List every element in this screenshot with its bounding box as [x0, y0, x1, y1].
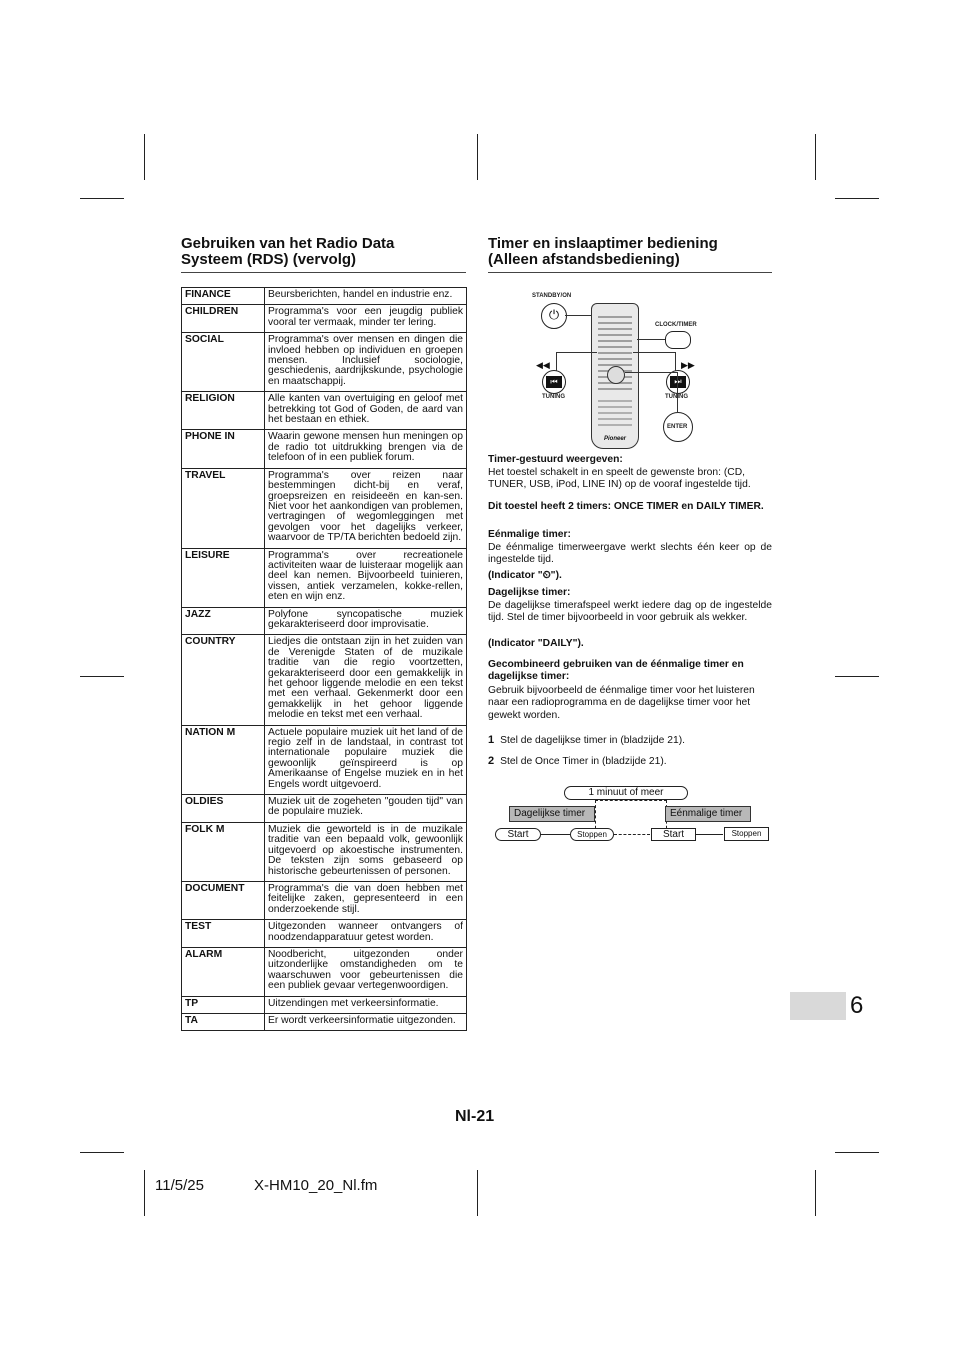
- file-name: X-HM10_20_Nl.fm: [254, 1177, 378, 1194]
- program-type-description: Waarin gewone mensen hun meningen op de radio tot uitdrukking brengen via de telefoon of in een publiek forum.: [265, 430, 467, 468]
- crop-mark: [815, 1170, 816, 1216]
- program-type-description: Muziek uit de zogeheten "gouden tijd" van de populaire muziek.: [265, 795, 467, 823]
- program-type-code: FINANCE: [182, 288, 265, 305]
- table-row: [182, 392, 467, 430]
- rds-program-type-table: [181, 287, 467, 1031]
- program-type-code: NATION M: [182, 725, 265, 794]
- program-type-code: LEISURE: [182, 548, 265, 607]
- start-label: Start: [651, 828, 696, 841]
- table-row: [182, 822, 467, 881]
- crop-mark: [815, 134, 816, 180]
- playback-title: Timer-gestuurd weergeven:: [488, 454, 623, 465]
- table-row: [182, 607, 467, 635]
- tuning-down-button: [542, 370, 566, 394]
- step-number: 1: [488, 734, 495, 746]
- program-type-description: Programma's over mensen en dingen die invloed hebben op individuen en groepen mensen. Inclusief sociologie, geschiedenis, aardrijkskunde, psychologie en maatschappij.: [265, 333, 467, 392]
- power-icon: ⏻: [548, 307, 560, 322]
- program-type-code: JAZZ: [182, 607, 265, 635]
- once-timer-indicator: (Indicator "⏲").: [488, 570, 562, 581]
- print-date: 11/5/25: [155, 1177, 204, 1194]
- clock-timer-button: [665, 331, 691, 349]
- program-type-description: Alle kanten van overtuiging en geloof met betrekking tot God of Goden, de aard van het bestaan en ethiek.: [265, 392, 467, 430]
- enter-button: [663, 412, 693, 442]
- table-row: [182, 881, 467, 919]
- timeline-segment: [695, 834, 723, 835]
- crop-mark: [80, 1152, 124, 1153]
- program-type-code: SOCIAL: [182, 333, 265, 392]
- program-type-code: FOLK M: [182, 822, 265, 881]
- interval-label: 1 minuut of meer: [564, 786, 688, 800]
- stop-label: Stoppen: [724, 827, 769, 841]
- table-row: [182, 333, 467, 392]
- program-type-description: Er wordt verkeersinformatie uitgezonden.: [265, 1013, 467, 1030]
- daily-timer-bar: Dagelijkse timer: [509, 806, 595, 822]
- program-type-code: TEST: [182, 920, 265, 948]
- pointer-line: [625, 372, 678, 413]
- page-tab: [790, 992, 846, 1020]
- forward-arrows-icon: ▶▶: [681, 360, 695, 370]
- standby-button: [541, 303, 567, 329]
- skip-forward-icon: ⏭: [670, 376, 686, 388]
- step-1: [488, 734, 772, 747]
- combined-title: Gecombineerd gebruiken van de éénmalige timer en dagelijkse timer:: [488, 659, 744, 683]
- program-type-description: Liedjes die ontstaan zijn in het zuiden van de Verenigde Staten of de muzikale traditie van die regio voortzetten, gekarakteriseerd door een gemakkelijk in het gehoor liggende melodie en een tekst met een verhaal. Gekenmerkt door een gemakkelijk in het gehoor liggende melodie en tekst met een verhaal.: [265, 635, 467, 725]
- heading-rule: [488, 272, 772, 273]
- table-row: [182, 305, 467, 333]
- crop-mark: [144, 134, 145, 180]
- step-text: Stel de dagelijkse timer in (bladzijde 21).: [500, 735, 685, 746]
- program-type-description: Programma's over recreationele activiteiten waar de luisteraar mogelijk aan deel kan nemen. Bijvoorbeeld tuinieren, vissen, antiek verzamelen, kokke-rellen, eten en wijn enz.: [265, 548, 467, 607]
- once-timer-bar: Eénmalige timer: [665, 806, 751, 822]
- once-timer-body: De éénmalige timerweergave werkt slechts één keer op de ingestelde tijd.: [488, 542, 772, 566]
- program-type-description: Uitzendingen met verkeersinformatie.: [265, 996, 467, 1013]
- program-type-code: TRAVEL: [182, 468, 265, 548]
- crop-mark: [835, 1152, 879, 1153]
- table-row: [182, 430, 467, 468]
- tuning-right-label: TUNING: [665, 394, 688, 400]
- timeline-segment: [540, 834, 570, 835]
- timeline-segment: [614, 834, 650, 835]
- program-type-description: Uitgezonden wanneer ontvangers of noodzendapparatuur getest worden.: [265, 920, 467, 948]
- crop-mark: [80, 676, 124, 677]
- enter-label: ENTER: [667, 424, 688, 430]
- table-row: [182, 725, 467, 794]
- crop-mark: [144, 1170, 145, 1216]
- program-type-code: DOCUMENT: [182, 881, 265, 919]
- table-row: [182, 468, 467, 548]
- program-type-code: TA: [182, 1013, 265, 1030]
- program-type-description: Programma's die van doen hebben met feitelijke zaken, gepresenteerd in een onderzoekende stijl.: [265, 881, 467, 919]
- step-number: 2: [488, 755, 495, 767]
- pointer-line: [633, 352, 676, 371]
- program-type-code: TP: [182, 996, 265, 1013]
- table-row: [182, 795, 467, 823]
- crop-mark: [835, 676, 879, 677]
- table-row: [182, 947, 467, 996]
- crop-mark: [835, 198, 879, 199]
- program-type-description: Actuele populaire muziek uit het land of de regio zelf in de landstaal, in contrast tot internationale populaire muziek die gewoonlijk geïnspireerd is op Amerikaanse of Engelse muziek en in het Engels wordt uitgevoerd.: [265, 725, 467, 794]
- crop-mark: [80, 198, 124, 199]
- program-type-code: CHILDREN: [182, 305, 265, 333]
- table-row: [182, 920, 467, 948]
- program-type-code: PHONE IN: [182, 430, 265, 468]
- skip-back-icon: ⏮: [546, 376, 562, 388]
- remote-nav-pad: [607, 366, 625, 384]
- stop-label: Stoppen: [570, 828, 614, 841]
- program-type-description: Programma's voor een jeugdig publiek vooral ter vermaak, minder ter lering.: [265, 305, 467, 333]
- clock-timer-label: CLOCK/TIMER: [655, 322, 697, 328]
- pointer-line: [637, 339, 665, 340]
- program-type-description: Noodbericht, uitgezonden onder uitzonderlijke omstandigheden om te waarschuwen voor gebeurtenissen die een publiek gevaar vertegenwoordigen.: [265, 947, 467, 996]
- program-type-description: Programma's over reizen naar bestemmingen dicht-bij en veraf, groepsreizen en reisideeën en kan-sen. Niet voor het aankondigen van problemen, vertragingen of wegomleggingen met gevolgen voor het dagelijks verkeer, waarvoor de TP/TA berichten bedoeld zijn.: [265, 468, 467, 548]
- table-row: [182, 1013, 467, 1030]
- remote-brand-logo: Pioneer: [603, 436, 626, 442]
- section-heading-timer: Timer en inslaaptimer bediening (Alleen afstandsbediening): [488, 235, 718, 268]
- page-number: 6: [850, 992, 864, 1019]
- program-type-description: Beursberichten, handel en industrie enz.: [265, 288, 467, 305]
- section-heading-rds: Gebruiken van het Radio Data Systeem (RDS) (vervolg): [181, 235, 395, 268]
- crop-mark: [477, 134, 478, 180]
- once-timer-title: Eénmalige timer:: [488, 529, 571, 540]
- pointer-line: [565, 315, 591, 316]
- program-type-code: ALARM: [182, 947, 265, 996]
- program-type-code: OLDIES: [182, 795, 265, 823]
- program-type-code: RELIGION: [182, 392, 265, 430]
- pointer-line: [556, 352, 597, 371]
- table-row: [182, 288, 467, 305]
- combined-body: Gebruik bijvoorbeeld de éénmalige timer voor het luisteren naar een radioprogramma en de dagelijkse timer voor het gewekt worden.: [488, 685, 755, 721]
- program-type-code: COUNTRY: [182, 635, 265, 725]
- step-2: [488, 755, 772, 768]
- daily-timer-body: De dagelijkse timerafspeel werkt iedere dag op de ingestelde tijd. Stel de timer bijvoorbeeld in voor gebruik als wekker.: [488, 600, 772, 624]
- tuning-left-label: TUNING: [542, 394, 565, 400]
- two-timers-note: Dit toestel heeft 2 timers: ONCE TIMER en DAILY TIMER.: [488, 501, 764, 512]
- crop-mark: [477, 1170, 478, 1216]
- program-type-description: Polyfone syncopatische muziek gekarakteriseerd door improvisatie.: [265, 607, 467, 635]
- table-row: [182, 635, 467, 725]
- table-row: [182, 996, 467, 1013]
- start-label: Start: [495, 828, 541, 841]
- playback-body: Het toestel schakelt in en speelt de gewenste bron: (CD, TUNER, USB, iPod, LINE IN) op de vooraf ingestelde tijd.: [488, 467, 751, 491]
- standby-label: STANDBY/ON: [532, 293, 572, 299]
- daily-timer-title: Dagelijkse timer:: [488, 587, 571, 598]
- step-text: Stel de Once Timer in (bladzijde 21).: [500, 756, 667, 767]
- table-row: [182, 548, 467, 607]
- daily-timer-indicator: (Indicator "DAILY").: [488, 638, 584, 649]
- page-code: Nl-21: [455, 1108, 495, 1125]
- program-type-description: Muziek die geworteld is in de muzikale traditie van een bepaald volk, gewoonlijk uitgevoerd op akoestische instrumenten. De teksten zijn soms gebaseerd op historische gebeurtenissen of personen.: [265, 822, 467, 881]
- heading-rule: [181, 272, 466, 273]
- rewind-arrows-icon: ◀◀: [536, 360, 550, 370]
